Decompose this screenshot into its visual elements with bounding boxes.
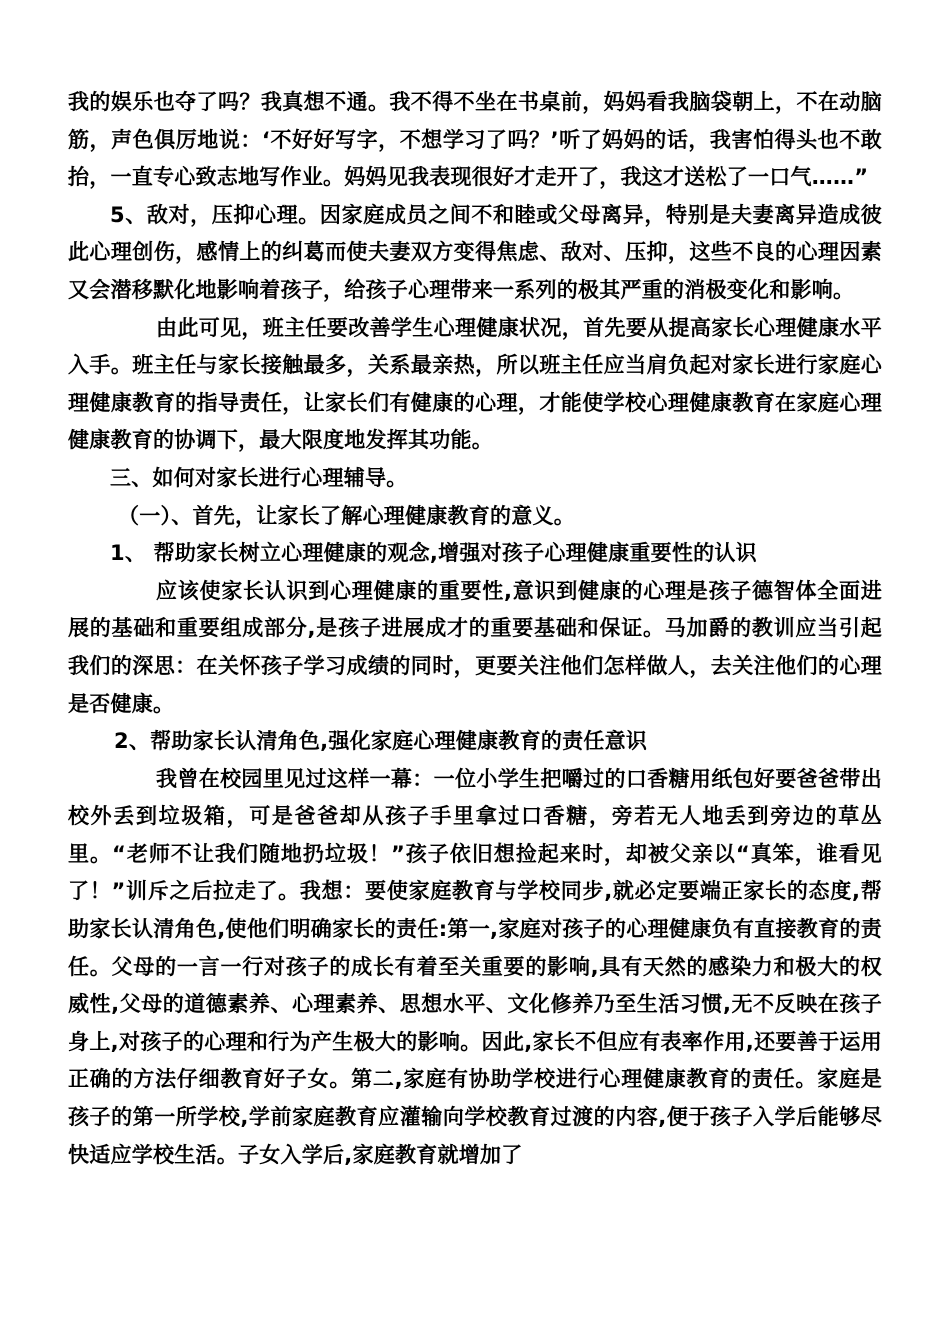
paragraph-item-5: 5、敌对，压抑心理。因家庭成员之间不和睦或父母离异，特别是夫妻离异造成彼此心理创伤，感情上的纠葛而使夫妻双方变得焦虑、敌对、压抑，这些不良的心理因素又会潜移默化地影响着孩子，给孩子心理带来一系列的极其严重的消极变化和影响。 — [68, 202, 882, 302]
paragraph-point-1: 应该使家长认识到心理健康的重要性,意识到健康的心理是孩子德智体全面进展的基础和重要组成部分,是孩子进展成才的重要基础和保证。马加爵的教训应当引起我们的深思：在关怀孩子学习成绩的同时，更要关注他们怎样做人，去关注他们的心理是否健康。 — [68, 578, 882, 716]
paragraph-conclusion: 由此可见，班主任要改善学生心理健康状况，首先要从提高家长心理健康水平入手。班主任与家长接触最多，关系最亲热，所以班主任应当肩负起对家长进行家庭心理健康教育的指导责任，让家长们有健康的心理，才能使学校心理健康教育在家庭心理健康教育的协调下，最大限度地发挥其功能。 — [68, 315, 882, 453]
paragraph-continuation: 我的娱乐也夺了吗？我真想不通。我不得不坐在书桌前，妈妈看我脑袋朝上，不在动脑筋，声色俱厉地说：‘不好好写字，不想学习了吗？’听了妈妈的话，我害怕得头也不敢抬，一直专心致志地写作业。妈妈见我表现很好才走开了，我这才送松了一口气……” — [68, 90, 882, 190]
point-heading-1: 1、 帮助家长树立心理健康的观念,增强对孩子心理健康重要性的认识 — [110, 541, 757, 566]
paragraph-point-2: 我曾在校园里见过这样一幕：一位小学生把嚼过的口香糖用纸包好要爸爸带出校外丢到垃圾箱，可是爸爸却从孩子手里拿过口香糖，旁若无人地丢到旁边的草丛里。“老师不让我们随地扔垃圾！”孩子依旧想捡起来时，却被父亲以“真笨，谁看见了！”训斥之后拉走了。我想：要使家庭教育与学校同步,就必定要端正家长的态度,帮助家长认清角色,使他们明确家长的责任:第一,家庭对孩子的心理健康负有直接教育的责任。父母的一言一行对孩子的成长有着至关重要的影响,具有天然的感染力和极大的权威性,父母的道德素养、心理素养、思想水平、文化修养乃至生活习惯,无不反映在孩子身上,对孩子的心理和行为产生极大的影响。因此,家长不但应有表率作用,还要善于运用正确的方法仔细教育好子女。第二,家庭有协助学校进行心理健康教育的责任。家庭是孩子的第一所学校,学前家庭教育应灌输向学校教育过渡的内容,便于孩子入学后能够尽快适应学校生活。子女入学后,家庭教育就增加了 — [68, 766, 882, 1167]
document-page — [68, 84, 882, 1174]
section-heading-3: 三、如何对家长进行心理辅导。 — [110, 465, 408, 490]
subsection-heading-1: （一）、首先，让家长了解心理健康教育的意义。 — [118, 503, 575, 528]
point-heading-2: 2、帮助家长认清角色,强化家庭心理健康教育的责任意识 — [114, 729, 648, 754]
